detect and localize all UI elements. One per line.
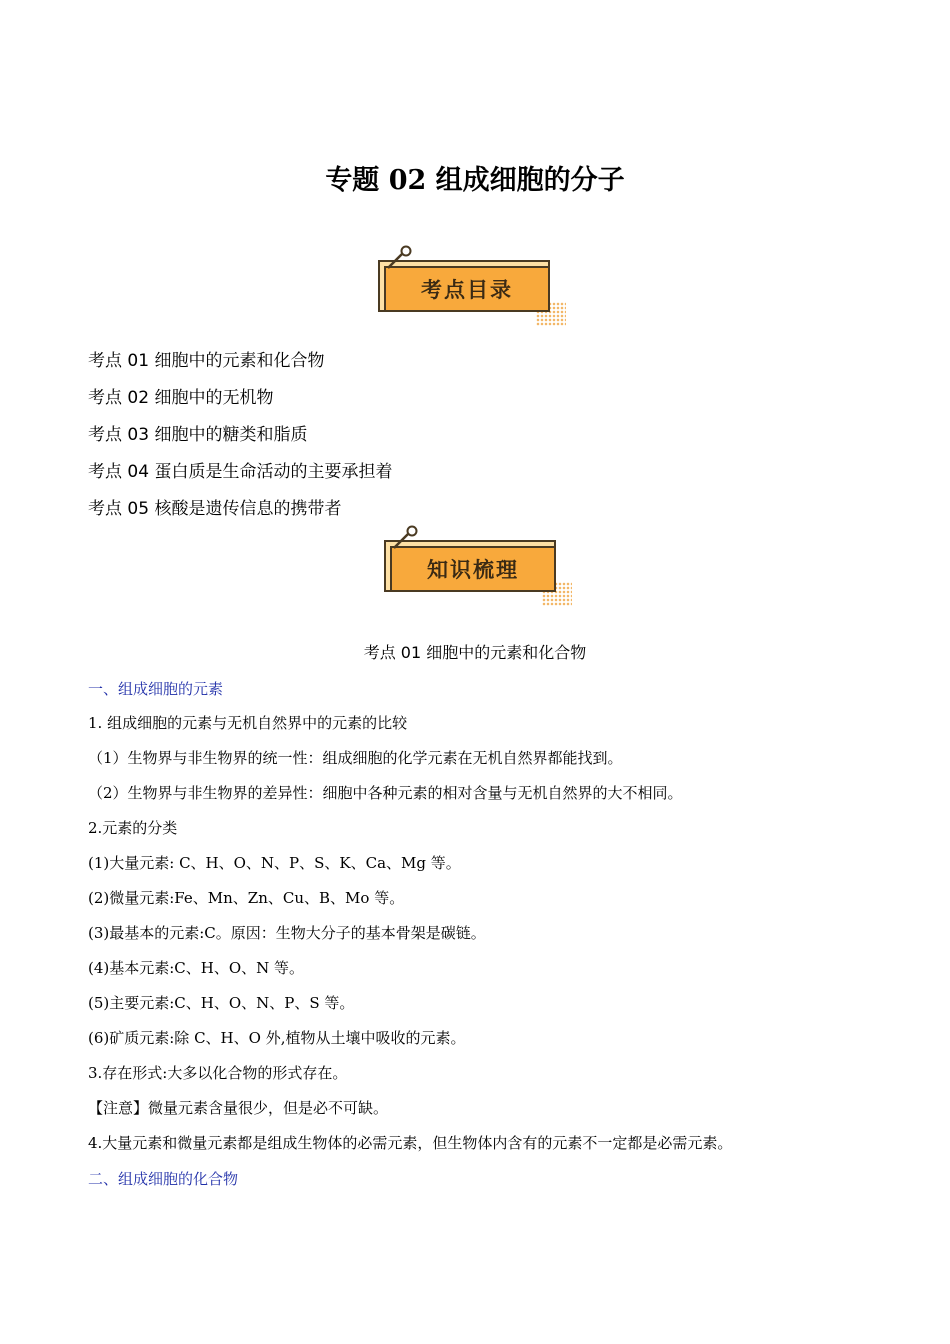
section-heading: 考点 01 细胞中的元素和化合物 [363, 643, 587, 662]
paragraph-line: (2)微量元素:Fe、Mn、Zn、Cu、B、Mo 等。 [88, 889, 405, 907]
banner-label: 知识梳理 [390, 546, 554, 590]
page-title: 专题 02 组成细胞的分子 [325, 165, 625, 196]
paragraph-line: (5)主要元素:C、H、O、N、P、S 等。 [88, 994, 355, 1012]
knowledge-banner [384, 530, 564, 600]
paragraph-line: 4.大量元素和微量元素都是组成生物体的必需元素，但生物体内含有的元素不一定都是必需元素。 [88, 1134, 733, 1152]
paragraph-line: (1)大量元素: C、H、O、N、P、S、K、Ca、Mg 等。 [88, 854, 461, 872]
toc-banner [378, 250, 558, 320]
paragraph-line: （1）生物界与非生物界的统一性：组成细胞的化学元素在无机自然界都能找到。 [88, 749, 623, 767]
pin-icon [384, 244, 414, 274]
note-line: 【注意】微量元素含量很少，但是必不可缺。 [88, 1099, 389, 1117]
toc-item-1[interactable]: 考点 01 细胞中的元素和化合物 [88, 351, 325, 371]
toc-item-3[interactable]: 考点 03 细胞中的糖类和脂质 [88, 425, 308, 445]
paragraph-line: (6)矿质元素:除 C、H、O 外,植物从土壤中吸收的元素。 [88, 1029, 466, 1047]
paragraph-line: (3)最基本的元素:C。原因：生物大分子的基本骨架是碳链。 [88, 924, 486, 942]
toc-item-5[interactable]: 考点 05 核酸是遗传信息的携带者 [88, 499, 342, 519]
subheading-compounds: 二、组成细胞的化合物 [88, 1170, 239, 1188]
pin-icon [390, 524, 420, 554]
paragraph-line: 3.存在形式:大多以化合物的形式存在。 [88, 1064, 348, 1082]
banner-label: 考点目录 [384, 266, 548, 310]
paragraph-line: （2）生物界与非生物界的差异性：细胞中各种元素的相对含量与无机自然界的大不相同。 [88, 784, 683, 802]
paragraph-line: (4)基本元素:C、H、O、N 等。 [88, 959, 305, 977]
paragraph-line: 1. 组成细胞的元素与无机自然界中的元素的比较 [88, 714, 408, 732]
subheading-elements: 一、组成细胞的元素 [88, 680, 224, 698]
toc-item-2[interactable]: 考点 02 细胞中的无机物 [88, 388, 274, 408]
paragraph-line: 2.元素的分类 [88, 819, 178, 837]
toc-item-4[interactable]: 考点 04 蛋白质是生命活动的主要承担着 [88, 462, 393, 482]
